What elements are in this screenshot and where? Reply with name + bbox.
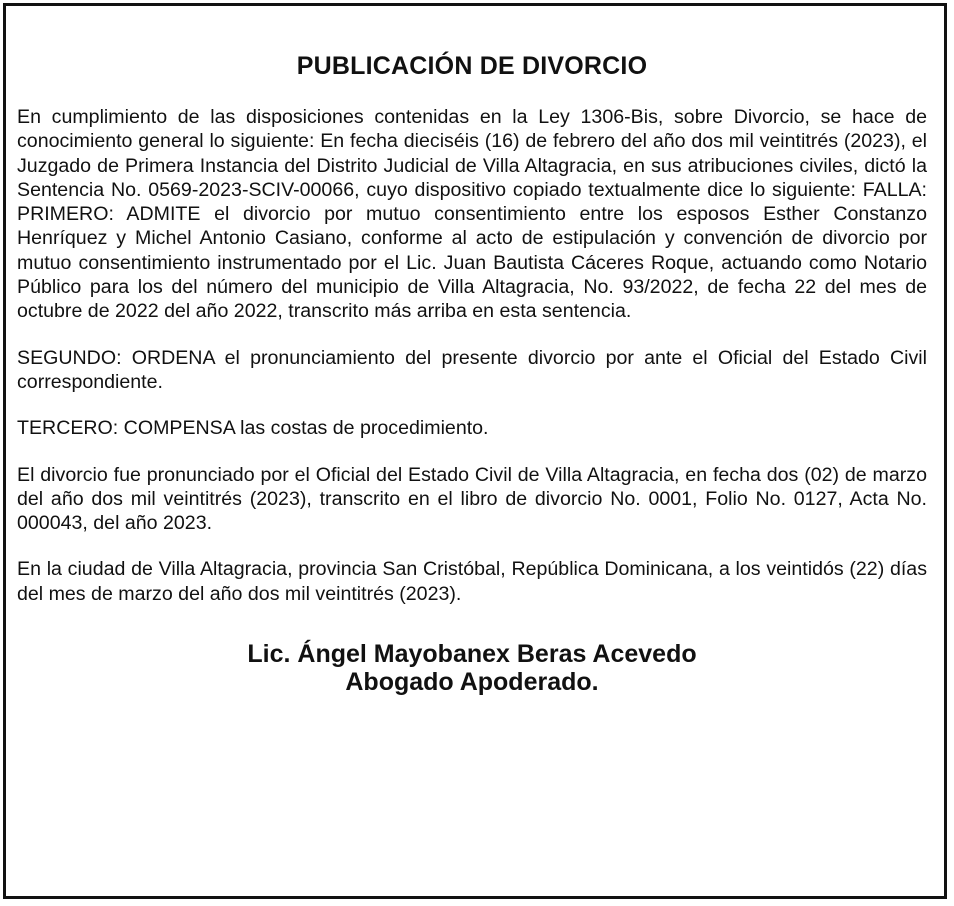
paragraph-ruling: En cumplimiento de las disposiciones contenidas en la Ley 1306-Bis, sobre Divorcio, se hace de conocimiento general lo siguiente: En fecha dieciséis (16) de febrero del año dos mil veintitrés (2023), el Juzgado de Primera Instancia del Distrito Judicial de Villa Altagracia, en sus atribuciones civiles, dictó la Sentencia No. 0569-2023-SCIV-00066, cuyo dispositivo copiado textualmente dice lo siguiente: FALLA: PRIMERO: ADMITE el divorcio por mutuo consentimiento entre los esposos Esther Constanzo Henríquez y Michel Antonio Casiano, conforme al acto de estipulación y convención de divorcio por mutuo consentimiento instrumentado por el Lic. Juan Bautista Cáceres Roque, actuando como Notario Público para los del número del municipio de Villa Altagracia, No. 93/2022, de fecha 22 del mes de octubre de 2022 del año 2022, transcrito más arriba en esta sentencia.	[17, 106, 927, 323]
paragraph-pronouncement: El divorcio fue pronunciado por el Oficial del Estado Civil de Villa Altagracia, en fecha dos (02) de marzo del año dos mil veintitrés (2023), transcrito en el libro de divorcio No. 0001, Folio No. 0127, Acta No. 000043, del año 2023.	[17, 463, 927, 535]
signature-role: Abogado Apoderado.	[345, 668, 599, 697]
paragraph-tercero: TERCERO: COMPENSA las costas de procedimiento.	[17, 417, 489, 440]
document-title: PUBLICACIÓN DE DIVORCIO	[296, 52, 648, 80]
paragraph-segundo: SEGUNDO: ORDENA el pronunciamiento del presente divorcio por ante el Oficial del Estado Civil correspondiente.	[17, 346, 927, 393]
document-body	[17, 50, 927, 696]
signature-block	[17, 640, 927, 696]
signature-name: Lic. Ángel Mayobanex Beras Acevedo	[247, 640, 697, 669]
paragraph-place-date: En la ciudad de Villa Altagracia, provincia San Cristóbal, República Dominicana, a los veintidós (22) días del mes de marzo del año dos mil veintitrés (2023).	[17, 558, 927, 605]
